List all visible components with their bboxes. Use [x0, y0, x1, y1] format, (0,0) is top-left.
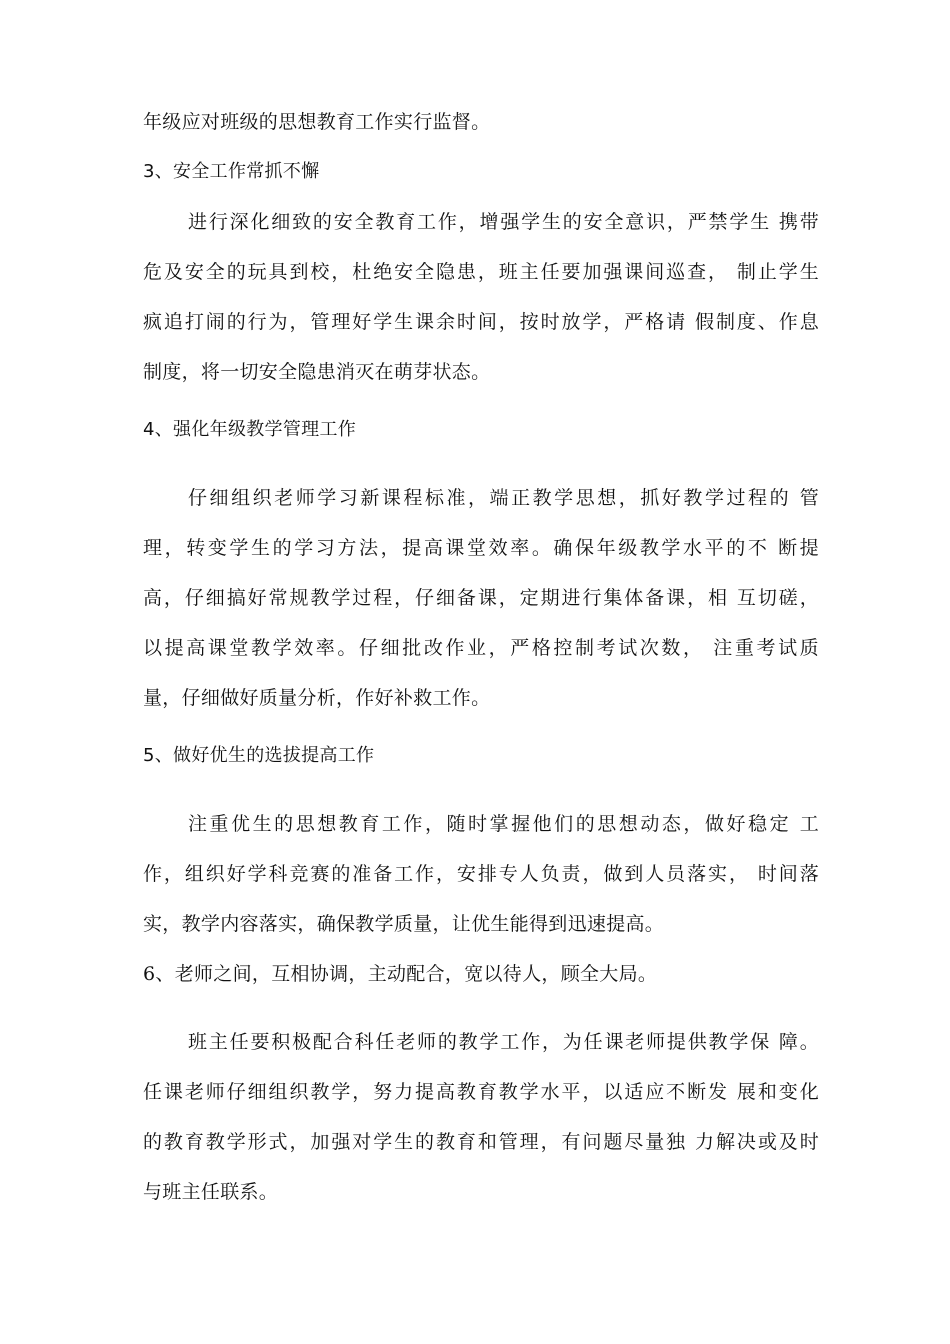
paragraph-line: 以提高课堂教学效率。仔细批改作业，严格控制考试次数， 注重考试质: [143, 637, 819, 659]
paragraph-line: 进行深化细致的安全教育工作，增强学生的安全意识，严禁学生 携带: [188, 211, 819, 233]
paragraph-line: 仔细组织老师学习新课程标准，端正教学思想，抓好教学过程的 管: [188, 487, 819, 509]
paragraph-line: 危及安全的玩具到校，杜绝安全隐患，班主任要加强课间巡查， 制止学生: [143, 261, 819, 283]
paragraph-line: 量，仔细做好质量分析，作好补救工作。: [143, 687, 491, 709]
paragraph-line: 注重优生的思想教育工作，随时掌握他们的思想动态，做好稳定 工: [188, 813, 819, 835]
paragraph-line: 理，转变学生的学习方法，提高课堂效率。确保年级教学水平的不 断提: [143, 537, 819, 559]
section-heading-3: 3、安全工作常抓不懈: [143, 161, 320, 182]
section-heading-6: 6、老师之间，互相协调，主动配合，宽以待人，顾全大局。: [143, 963, 658, 985]
paragraph-line: 疯追打闹的行为，管理好学生课余时间，按时放学，严格请 假制度、作息: [143, 311, 819, 333]
paragraph-line: 年级应对班级的思想教育工作实行监督。: [143, 111, 491, 133]
paragraph-line: 制度，将一切安全隐患消灭在萌芽状态。: [143, 361, 491, 383]
paragraph-line: 的教育教学形式，加强对学生的教育和管理，有问题尽量独 力解决或及时: [143, 1131, 819, 1153]
section-heading-4: 4、强化年级教学管理工作: [143, 419, 357, 440]
paragraph-line: 班主任要积极配合科任老师的教学工作，为任课老师提供教学保 障。: [188, 1031, 819, 1053]
paragraph-line: 与班主任联系。: [143, 1181, 279, 1203]
paragraph-line: 实，教学内容落实，确保教学质量，让优生能得到迅速提高。: [143, 913, 665, 935]
paragraph-line: 作，组织好学科竞赛的准备工作，安排专人负责，做到人员落实， 时间落: [143, 863, 819, 885]
section-heading-5: 5、做好优生的选拔提高工作: [143, 745, 375, 766]
paragraph-line: 高，仔细搞好常规教学过程，仔细备课，定期进行集体备课，相 互切磋，: [143, 587, 819, 609]
paragraph-line: 任课老师仔细组织教学，努力提高教育教学水平，以适应不断发 展和变化: [143, 1081, 819, 1103]
